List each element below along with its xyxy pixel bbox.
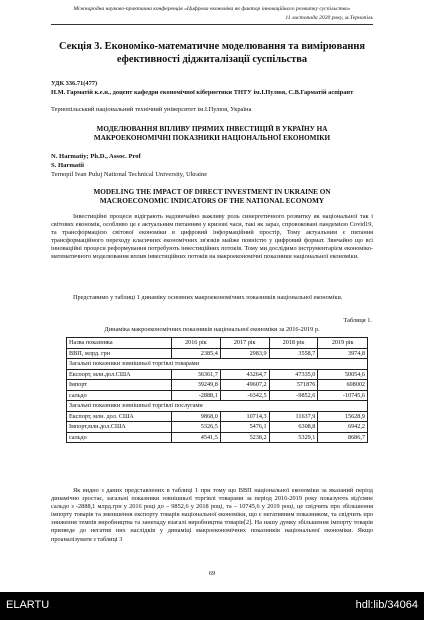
conference-header: Міжнародна науково-практична конференція «Цифрова економіка як фактор інноваційного розвитку суспільства» (73, 6, 351, 12)
table-cell: 6942,2 (318, 422, 368, 433)
title-ua: МОДЕЛЮВАННЯ ВПЛИВУ ПРЯМИХ ІНВЕСТИЦІЙ В УКРАЇНУ НА МАКРОЕКОНОМІЧНІ ПОКАЗНИКИ НАЦІОНАЛЬНОЇ ЕКОНОМІКИ (93, 125, 331, 142)
table-cell: 5326,5 (172, 422, 221, 433)
row-label: Імпорт (67, 380, 172, 391)
table-cell: 5476,1 (220, 422, 269, 433)
table-row (67, 432, 368, 443)
table-cell: 5329,1 (269, 432, 318, 443)
table-cell: 43264,7 (220, 369, 269, 380)
row-label: сальдо (67, 390, 172, 401)
header-cell: 2018 рік (269, 338, 318, 349)
udc: УДК 336.71(477) (51, 80, 98, 87)
table-group-goods (67, 359, 368, 370)
row-label: Імпорт,млн.дол.США (67, 422, 172, 433)
table-cell: 9868,0 (172, 411, 221, 422)
row-label: Експорт, млн.дол.США (67, 369, 172, 380)
affiliation-en: Ternopil Ivan Puluj National Technical University, Ukraine (51, 171, 208, 178)
paragraph-3-text: Як видно з даних представлених в таблиці 1 при тому що ВВП національної економіки за вказаний період динамічно зростає, загальні показники зовнішньої торгівлі товарами за період 2016-2019 року показують від'ємне сальдо з -2888,1 млрд.грн у 2016 році до – 9852,6 у 2018 році, та – 10745,6 у 2019 році, це свідчить про збільшення імпорту товарів та зменшення експорту товарів національної економіки, що є негативним показником, та свідчить про зниження темпів виробництва та занепаду взагалі виробництва товарів[2]. На нашу думку збільшення імпорту товарів призведе до негатив них наслідків у динаміці макроекономічних показників національної економіки. Якщо проаналізувати з таблиці 3 (51, 487, 373, 543)
header-cell: 2016 рік (172, 338, 221, 349)
table-row (67, 390, 368, 401)
header-cell: 2019 рік (318, 338, 368, 349)
paragraph-2 (51, 294, 373, 302)
table-row (67, 380, 368, 391)
row-label: Експорт, млн. дол. США (67, 411, 172, 422)
table-cell: 4541,5 (172, 432, 221, 443)
table-header-row (67, 338, 368, 349)
table-group-services (67, 401, 368, 412)
table-cell: 39249,8 (172, 380, 221, 391)
table-row (67, 369, 368, 380)
table-cell: 50054,6 (318, 369, 368, 380)
table-cell: 3974,8 (318, 348, 368, 359)
table-cell: 6308,8 (269, 422, 318, 433)
title-en: MODELING THE IMPACT OF DIRECT INVESTMENT IN UKRAINE ON MACROECONOMIC INDICATORS OF THE NATIONAL ECONOMY (93, 188, 331, 205)
table-cell: 2983,9 (220, 348, 269, 359)
table-cell: 11637,9 (269, 411, 318, 422)
header-cell: 2017 рік (220, 338, 269, 349)
table-number: Таблиця 1. (343, 317, 372, 324)
conference-date: 11 листопада 2020 року, м.Тернопіль (285, 15, 373, 21)
paragraph-3 (51, 487, 373, 544)
table-cell: 5238,2 (220, 432, 269, 443)
table-cell: 10714,3 (220, 411, 269, 422)
table-cell: 8686,7 (318, 432, 368, 443)
table-cell: -2888,1 (172, 390, 221, 401)
group-title: Загальні показники зовнішньої торгівлі товарами (67, 359, 368, 370)
page-number: 69 (208, 570, 216, 577)
paragraph-1 (51, 213, 373, 262)
table-cell: 3558,7 (269, 348, 318, 359)
table-cell: 36361,7 (172, 369, 221, 380)
table-cell: 571876 (269, 380, 318, 391)
table-cell: 49607,2 (220, 380, 269, 391)
handle-id: hdl:lib/34064 (355, 599, 418, 611)
row-label: сальдо (67, 432, 172, 443)
table-row-gdp (67, 348, 368, 359)
author-en-2: S. Harmatii (51, 162, 84, 169)
authors-ua: Н.М. Гарматій к.е.н., доцент кафедри економічної кібернетики ТНТУ ім.І.Пулюя, С.В.Гарматій аспірант (51, 89, 354, 96)
table-cell: 2385,4 (172, 348, 221, 359)
repository-footer (0, 592, 424, 620)
affiliation-ua: Тернопільський національний технічний університет ім.І.Пулюя, Україна (51, 106, 252, 113)
table-row (67, 422, 368, 433)
table-cell: 608002 (318, 380, 368, 391)
table-cell: 47335,0 (269, 369, 318, 380)
table-row (67, 411, 368, 422)
table-cell: -10745,6 (318, 390, 368, 401)
table-cell: 15628,9 (318, 411, 368, 422)
paragraph-1-text: Інвестиційні процеси відіграють надзвичайно важливу роль синергетичного розвитку як національної так і світових економік, особливо це є актуальним питанням у кризові часи, такі як зараз, спровоковані пандемією Covid19, та трансформацією світової економіки в цифровий інформаційний простір, Тому актуальним є питання трансформаційного переходу класичних економічних зв'язків майже повністю у цифровий формат. Звичайно що всі інноваційні процеси реформування потребують інвестиційних потоків. Тому ми дослідимо інструментарієм економіко-математичного моделювання вплив інвестиційних потоків на макроекономічні показники національної економіки. (51, 213, 373, 261)
repository-name: ELARTU (6, 599, 50, 611)
table-caption: Динаміка макроекономічних показників національної економіки за 2016-2019 р. (104, 326, 320, 333)
macro-indicators-table (66, 337, 368, 443)
section-title: Секція 3. Економіко-математичне моделювання та вимірювання ефективності діджиталізації суспільства (58, 41, 366, 65)
author-en-1: N. Harmatiy; Ph.D., Assoc. Prof (51, 153, 141, 160)
table-cell: -6342,5 (220, 390, 269, 401)
group-title: Загальні показники зовнішньої торгівлі послугами (67, 401, 368, 412)
paragraph-2-text: Представимо у таблиці 1 динаміку основних макроекономічних показників національної економіки. (73, 294, 343, 301)
header-rule (51, 24, 373, 25)
header-cell: Назва показника (67, 338, 172, 349)
table-cell: -9852,6 (269, 390, 318, 401)
row-label: ВВП, млрд. грн (67, 348, 172, 359)
